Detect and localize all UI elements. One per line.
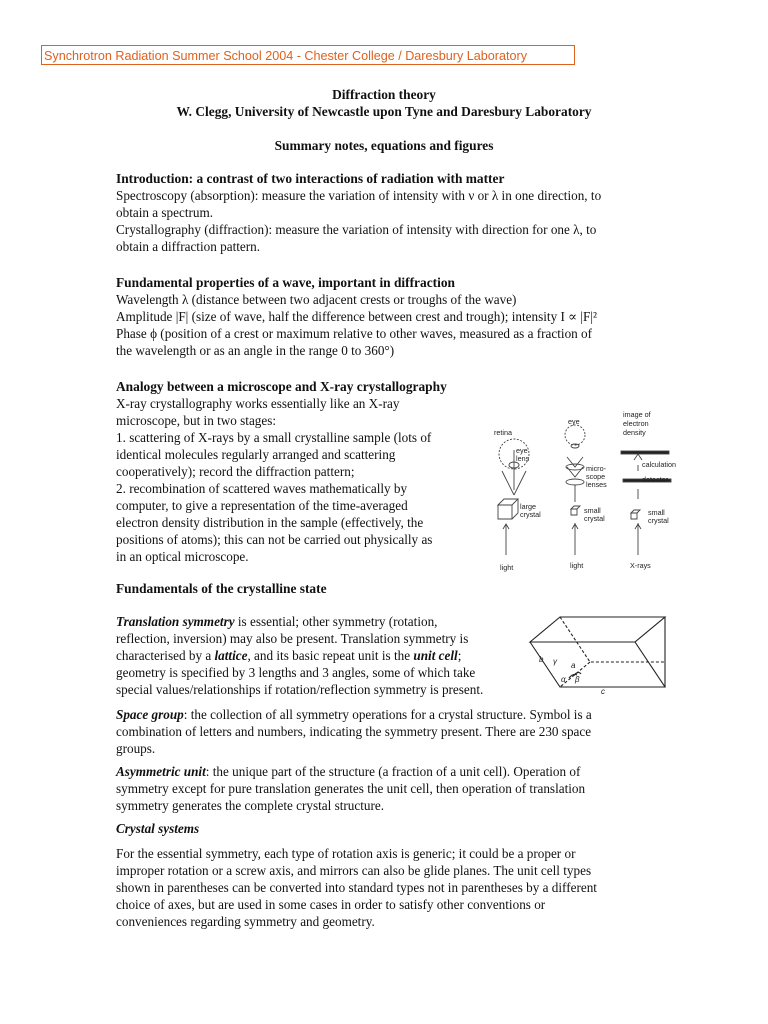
lattice-term: lattice <box>214 648 248 663</box>
calculation-label: calculation <box>642 460 676 469</box>
microscope-xray-figure <box>480 405 680 575</box>
image-label: density <box>623 428 646 437</box>
cell-a-label: a <box>571 661 576 670</box>
cell-c-label: c <box>601 687 605 696</box>
phase-line: Phase ϕ (position of a crest or maximum relative to other waves, measured as a fraction of <box>116 326 593 341</box>
eye-label: eye <box>568 417 580 426</box>
small-crystal-label: crystal <box>584 514 605 523</box>
author-line: W. Clegg, University of Newcastle upon Tyne and Daresbury Laboratory <box>176 104 592 119</box>
wave-heading: Fundamental properties of a wave, important in diffraction <box>116 275 455 290</box>
crystal-systems-paragraph <box>116 845 656 930</box>
detector-label: detector <box>642 475 668 484</box>
microscope-label: micro- <box>586 464 606 473</box>
translation-term: Translation symmetry <box>116 614 235 629</box>
subtitle: Summary notes, equations and figures <box>274 138 494 153</box>
translation-text: characterised by a <box>116 648 215 663</box>
image-label: image of <box>623 410 651 419</box>
crystal-systems-text: conveniences regarding symmetry and geometry. <box>116 914 375 929</box>
amplitude-line: Amplitude |F| (size of wave, half the difference between crest and trough); intensity I ∝ |F|² <box>116 309 597 324</box>
cell-b-label: b <box>539 655 544 664</box>
asymmetric-unit-text: : the unique part of the structure (a fraction of a unit cell). Operation of <box>205 764 581 779</box>
cell-beta-label: β <box>575 675 580 684</box>
crystal-systems-text: choice of axes, but are used in some cases in order to satisfy other conventions or <box>116 897 546 912</box>
large-crystal-label: crystal <box>520 510 541 519</box>
analogy-line: 1. scattering of X-rays by a small crystalline sample (lots of <box>116 430 432 445</box>
intro-line: obtain a diffraction pattern. <box>116 239 261 254</box>
analogy-line: cooperatively); record the diffraction pattern; <box>116 464 355 479</box>
small-crystal-label: crystal <box>648 516 669 525</box>
intro-heading: Introduction: a contrast of two interactions of radiation with matter <box>116 171 505 186</box>
crystal-systems-text: shown in parentheses can be converted into standard types not in parentheses by a different <box>116 880 597 895</box>
small-crystal-label: small <box>584 506 601 515</box>
eye-lens-label: eye <box>516 446 528 455</box>
space-group-paragraph <box>116 706 656 757</box>
crystal-systems-text: improper rotation or a screw axis, and mirrors can also be glide planes. The unit cell types <box>116 863 592 878</box>
retina-label: retina <box>494 428 512 437</box>
crystalline-heading: Fundamentals of the crystalline state <box>116 581 327 596</box>
translation-text: reflection, inversion) may also be present. Translation symmetry is <box>116 631 469 646</box>
translation-text: geometry is specified by 3 lengths and 3 angles, some of which take <box>116 665 476 680</box>
analogy-section <box>116 378 476 565</box>
unit-cell-figure <box>525 612 670 697</box>
intro-line: Spectroscopy (absorption): measure the variation of intensity with ν or λ in one direction, to <box>116 188 602 203</box>
translation-text: special values/relationships if rotation/reflection symmetry is present. <box>116 682 484 697</box>
analogy-line: in an optical microscope. <box>116 549 249 564</box>
phase-line: the wavelength or as an angle in the range 0 to 360°) <box>116 343 395 358</box>
wave-section <box>116 274 656 359</box>
translation-text: is essential; other symmetry (rotation, <box>234 614 438 629</box>
analogy-line: 2. recombination of scattered waves mathematically by <box>116 481 408 496</box>
light-label: light <box>570 561 584 570</box>
translation-paragraph <box>116 613 526 698</box>
space-group-term: Space group <box>116 707 184 722</box>
microscope-label: lenses <box>586 480 607 489</box>
translation-text: ; <box>457 648 462 663</box>
eye-lens-label: lens <box>516 454 530 463</box>
asymmetric-unit-text: symmetry generates the complete crystal structure. <box>116 798 385 813</box>
large-crystal-label: large <box>520 502 536 511</box>
intro-line: obtain a spectrum. <box>116 205 214 220</box>
crystal-systems-heading: Crystal systems <box>116 821 200 836</box>
space-group-text: : the collection of all symmetry operations for a crystal structure. Symbol is a <box>183 707 592 722</box>
asymmetric-unit-term: Asymmetric unit <box>116 764 206 779</box>
header-banner: Synchrotron Radiation Summer School 2004 - Chester College / Daresbury Laboratory <box>41 45 575 65</box>
cell-gamma-label: γ <box>553 657 557 666</box>
space-group-text: combination of letters and numbers, indicating the symmetry present. There are 230 space <box>116 724 592 739</box>
microscope-label: scope <box>586 472 606 481</box>
intro-section <box>116 170 656 255</box>
crystal-systems-text: For the essential symmetry, each type of rotation axis is generic; it could be a proper or <box>116 846 576 861</box>
xrays-label: X-rays <box>630 561 651 570</box>
small-crystal-label: small <box>648 508 665 517</box>
analogy-line: X-ray crystallography works essentially like an X-ray <box>116 396 400 411</box>
analogy-line: microscope, but in two stages: <box>116 413 277 428</box>
asymmetric-unit-paragraph <box>116 763 656 814</box>
analogy-line: identical molecules regularly arranged and scattering <box>116 447 396 462</box>
image-label: electron <box>623 419 649 428</box>
wavelength-line: Wavelength λ (distance between two adjacent crests or troughs of the wave) <box>116 292 517 307</box>
intro-line: Crystallography (diffraction): measure the variation of intensity with direction for one λ, to <box>116 222 597 237</box>
analogy-line: electron density distribution in the sample (effectively, the <box>116 515 424 530</box>
translation-text: , and its basic repeat unit is the <box>247 648 414 663</box>
cell-alpha-label: α <box>561 675 566 684</box>
document-title: Diffraction theory <box>332 87 436 102</box>
light-label: light <box>500 563 514 572</box>
analogy-heading: Analogy between a microscope and X-ray crystallography <box>116 379 447 394</box>
asymmetric-unit-text: symmetry except for pure translation generates the unit cell, then operation of translation <box>116 781 586 796</box>
analogy-line: positions of atoms); this can not be carried out physically as <box>116 532 433 547</box>
unit-cell-term: unit cell <box>413 648 458 663</box>
space-group-text: groups. <box>116 741 156 756</box>
analogy-line: computer, to give a representation of the time-averaged <box>116 498 408 513</box>
